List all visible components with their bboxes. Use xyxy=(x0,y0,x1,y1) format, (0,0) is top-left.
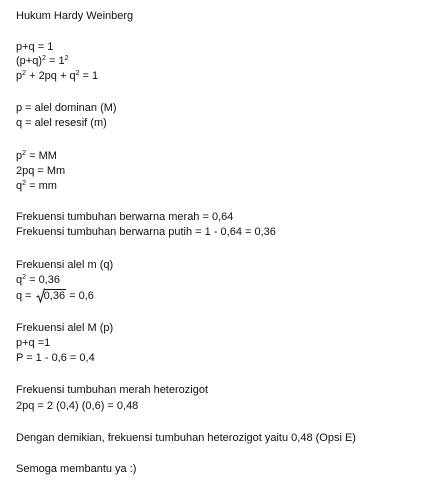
q-value xyxy=(16,289,94,303)
equation-expanded-exp2: 2 xyxy=(75,70,80,77)
q-squared-base: q xyxy=(16,274,23,286)
genotype-p2-rhs: = MM xyxy=(26,150,57,162)
equation-expanded xyxy=(16,69,98,83)
sum-equation: p+q =1 xyxy=(16,337,51,349)
q-value-lhs: q = xyxy=(16,290,35,302)
equation-square-exp: 2 xyxy=(42,55,46,62)
closing-note: Semoga membantu ya :) xyxy=(16,463,137,475)
doc-title: Hukum Hardy Weinberg xyxy=(16,10,134,22)
heterozygote-calculation: 2pq = 2 (0,4) (0,6) = 0,48 xyxy=(16,400,139,412)
equation-expanded-mid: + 2pq + q xyxy=(26,70,76,82)
definition-q: q = alel resesif (m) xyxy=(16,117,107,129)
equation-square-base: (p+q) xyxy=(16,55,42,67)
frequency-red: Frekuensi tumbuhan berwarna merah = 0,64 xyxy=(16,211,234,223)
equation-expanded-p: p xyxy=(16,70,23,82)
q-squared-rhs: = 0,36 xyxy=(26,274,60,286)
p-value: P = 1 - 0,6 = 0,4 xyxy=(16,352,95,364)
genotype-p2-exp: 2 xyxy=(22,150,27,157)
genotype-2pq: 2pq = Mm xyxy=(16,165,66,177)
heterozygote-title: Frekuensi tumbuhan merah heterozigot xyxy=(16,384,208,396)
q-squared-exp: 2 xyxy=(22,274,27,281)
equation-expanded-rhs: = 1 xyxy=(79,70,99,82)
equation-square xyxy=(16,54,68,68)
frequency-white: Frekuensi tumbuhan berwarna putih = 1 - 0,64 = 0,36 xyxy=(16,226,276,238)
genotype-p2-base: p xyxy=(16,150,23,162)
allele-M-title: Frekuensi alel M (p) xyxy=(16,322,114,334)
definition-p: p = alel dominan (M) xyxy=(16,102,117,114)
square-root-argument: 0,36 xyxy=(43,290,66,302)
equation-square-rhs-exp: 2 xyxy=(64,55,69,62)
allele-m-title: Frekuensi alel m (q) xyxy=(16,259,114,271)
genotype-q2 xyxy=(16,179,57,193)
genotype-q2-rhs: = mm xyxy=(26,180,57,192)
equation-sum: p+q = 1 xyxy=(16,41,54,53)
q-squared xyxy=(16,273,60,287)
q-value-rhs: = 0,6 xyxy=(66,290,94,302)
genotype-q2-base: q xyxy=(16,180,23,192)
conclusion: Dengan demikian, frekuensi tumbuhan heterozigot yaitu 0,48 (Opsi E) xyxy=(16,432,356,444)
equation-square-rhs: = 1 xyxy=(45,55,65,67)
genotype-q2-exp: 2 xyxy=(22,180,27,187)
square-root-icon xyxy=(36,288,45,303)
equation-expanded-exp1: 2 xyxy=(22,70,27,77)
square-root xyxy=(36,289,66,303)
genotype-p2 xyxy=(16,149,57,163)
